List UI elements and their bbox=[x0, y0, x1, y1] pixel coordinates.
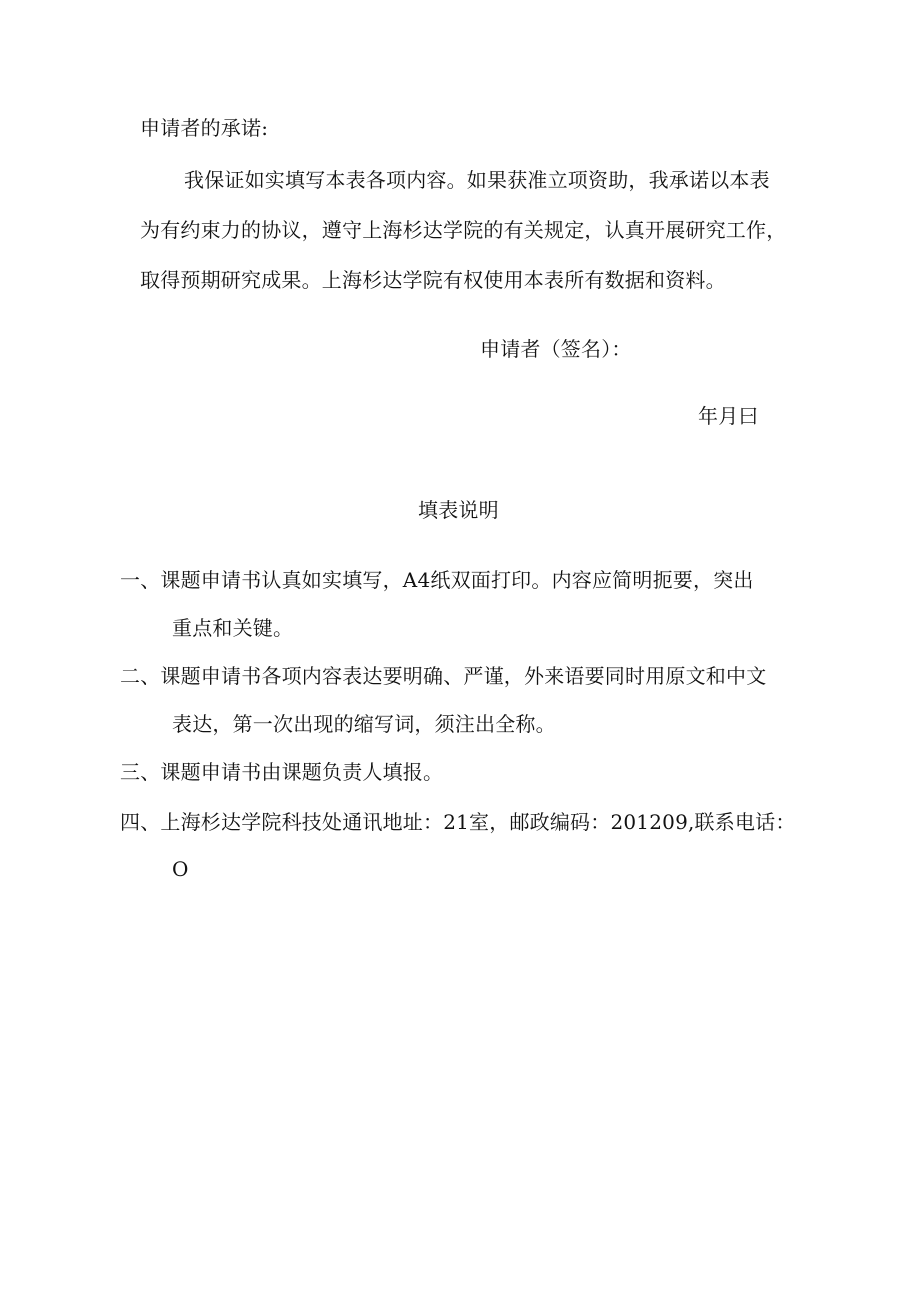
pledge-line-1: 我保证如实填写本表各项内容。如果获准立项资助，我承诺以本表 bbox=[184, 168, 770, 192]
instruction-item-3-line-1: 三、课题申请书由课题负责人填报。 bbox=[120, 760, 444, 784]
pledge-heading: 申请者的承诺: bbox=[140, 116, 269, 140]
instruction-item-1-line-1: 一、课题申请书认真如实填写，A4纸双面打印。内容应简明扼要，突出 bbox=[120, 568, 754, 592]
instruction-item-1-line-2: 重点和关键。 bbox=[172, 616, 294, 640]
instruction-item-2-line-1: 二、课题申请书各项内容表达要明确、严谨，外来语要同时用原文和中文 bbox=[120, 664, 767, 688]
signature-label: 申请者（签名）： bbox=[480, 337, 632, 361]
date-label: 年月曰 bbox=[698, 404, 759, 428]
instruction-item-4-line-2: O bbox=[172, 857, 189, 881]
instructions-title: 填表说明 bbox=[418, 498, 499, 522]
pledge-line-3: 取得预期研究成果。上海杉达学院有权使用本表所有数据和资料。 bbox=[140, 268, 726, 292]
instruction-item-4-line-1: 四、上海杉达学院科技处通讯地址：21室，邮政编码：201209,联系电话： bbox=[120, 810, 796, 834]
pledge-line-2: 为有约束力的协议，遵守上海杉达学院的有关规定，认真开展研究工作， bbox=[140, 218, 787, 242]
instruction-item-2-line-2: 表达，第一次出现的缩写词，须注出全称。 bbox=[172, 712, 556, 736]
